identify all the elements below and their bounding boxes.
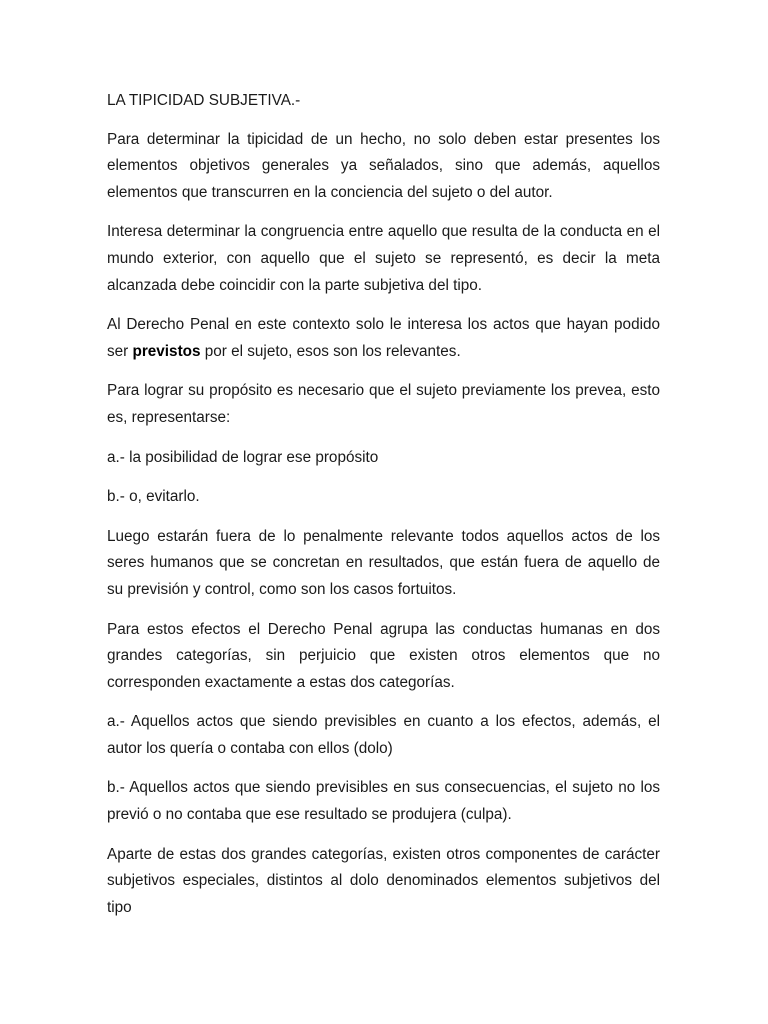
paragraph-4: Para lograr su propósito es necesario que el sujeto previamente los prevea, esto es, representarse:: [107, 382, 660, 426]
paragraph-5: Luego estarán fuera de lo penalmente relevante todos aquellos actos de los seres humanos que se concretan en resultados, que están fuera de aquello de su previsión y control, como son los casos fortuitos.: [107, 527, 660, 598]
list-item-b-avoid: b.- o, evitarlo.: [107, 488, 200, 506]
paragraph-3: [107, 312, 660, 365]
paragraph-3-text-end: por el sujeto, esos son los relevantes.: [200, 342, 461, 360]
document-body: [107, 88, 660, 934]
paragraph-2: Interesa determinar la congruencia entre aquello que resulta de la conducta en el mundo exterior, con aquello que el sujeto se representó, es decir la meta alcanzada debe coincidir con la parte subjetiva del tipo.: [107, 223, 660, 294]
list-item-a-dolo: a.- Aquellos actos que siendo previsibles en cuanto a los efectos, además, el autor los quería o contaba con ellos (dolo): [107, 713, 660, 757]
paragraph-3-bold-word: previstos: [132, 342, 201, 360]
paragraph-3-text-start: Al Derecho Penal en este contexto solo le interesa los actos que hayan podido ser: [107, 316, 660, 360]
paragraph-7: Aparte de estas dos grandes categorías, existen otros componentes de carácter subjetivos especiales, distintos al dolo denominados elementos subjetivos del tipo: [107, 845, 660, 916]
list-item-a-possibility: a.- la posibilidad de lograr ese propósito: [107, 448, 379, 466]
paragraph-6: Para estos efectos el Derecho Penal agrupa las conductas humanas en dos grandes categorías, sin perjuicio que existen otros elementos que no corresponden exactamente a estas dos categorías.: [107, 620, 660, 691]
list-item-b-culpa: b.- Aquellos actos que siendo previsibles en sus consecuencias, el sujeto no los previó o no contaba que ese resultado se produjera (culpa).: [107, 779, 660, 824]
paragraph-1: Para determinar la tipicidad de un hecho, no solo deben estar presentes los elementos objetivos generales ya señalados, sino que además, aquellos elementos que transcurren en la conciencia del sujeto o del autor.: [107, 130, 660, 201]
document-title: LA TIPICIDAD SUBJETIVA.-: [107, 92, 301, 109]
